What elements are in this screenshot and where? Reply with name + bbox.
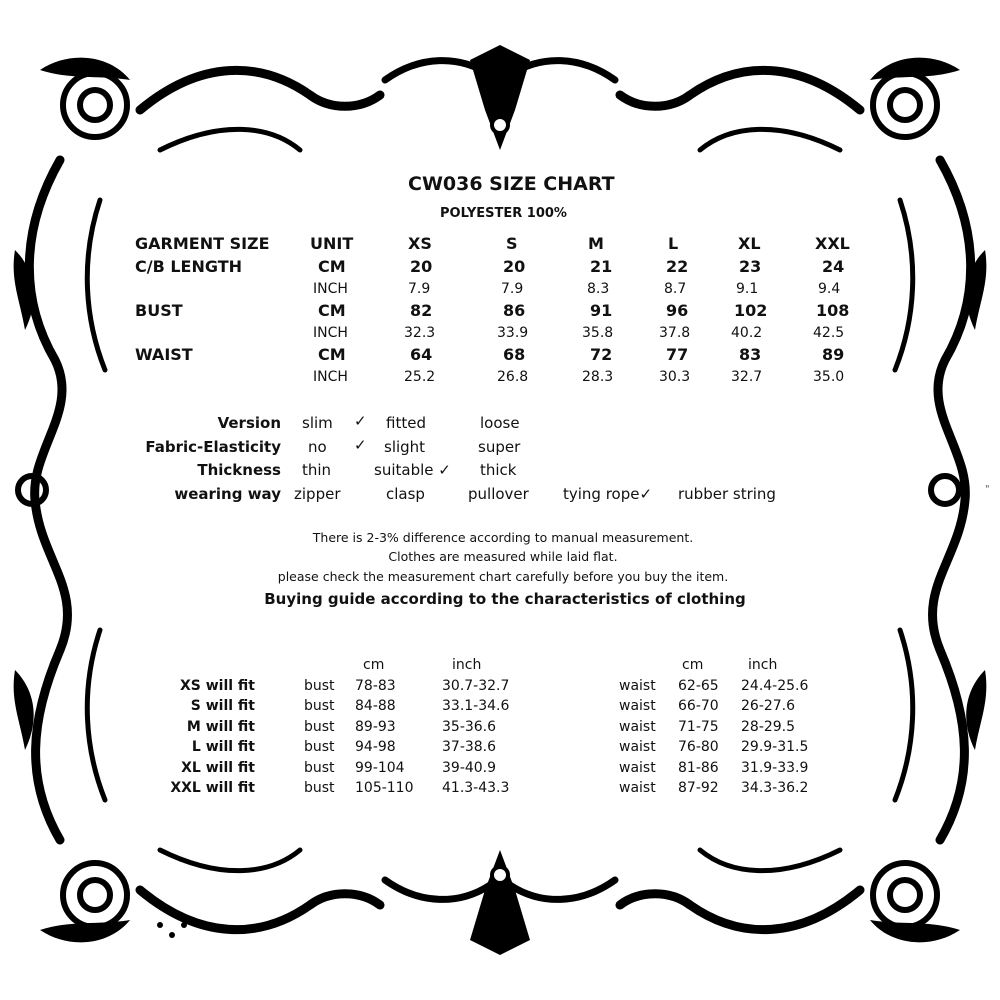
note-line: Clothes are measured while laid flat.: [388, 549, 618, 564]
row-label-waist: WAIST: [135, 345, 193, 364]
attr-option: thin: [302, 461, 332, 479]
guide-bust-label: bust: [304, 678, 335, 694]
value-cell: 86: [503, 301, 526, 320]
guide-value: 99-104: [355, 760, 405, 776]
guide-bust-label: bust: [304, 780, 335, 796]
value-cell: 24: [822, 257, 845, 276]
note-line: There is 2-3% difference according to manual measurement.: [312, 530, 694, 545]
stray-mark: ": [985, 484, 990, 495]
guide-value: 30.7-32.7: [442, 678, 510, 694]
value-cell: 9.1: [736, 281, 759, 297]
guide-value: 24.4-25.6: [741, 678, 809, 694]
guide-waist-label: waist: [619, 760, 656, 776]
header-size-xl: XL: [738, 234, 761, 253]
value-cell: 25.2: [404, 369, 436, 385]
value-cell: 30.3: [659, 369, 691, 385]
guide-value: 39-40.9: [442, 760, 497, 776]
guide-value: 29.9-31.5: [741, 739, 809, 755]
value-cell: 72: [590, 345, 613, 364]
attr-label-wearing-way: wearing way: [174, 485, 281, 503]
value-cell: 32.3: [404, 325, 436, 341]
value-cell: 7.9: [501, 281, 524, 297]
guide-value: 41.3-43.3: [442, 780, 510, 796]
guide-waist-label: waist: [619, 719, 656, 735]
guide-value: 87-92: [678, 780, 719, 796]
attr-label-version: Version: [217, 414, 281, 432]
unit-inch: INCH: [313, 281, 348, 297]
guide-bust-label: bust: [304, 739, 335, 755]
header-size-s: S: [506, 234, 518, 253]
unit-inch: INCH: [313, 325, 348, 341]
guide-size-label: M will fit: [186, 719, 255, 735]
value-cell: 8.3: [587, 281, 610, 297]
guide-waist-label: waist: [619, 739, 656, 755]
value-cell: 91: [590, 301, 613, 320]
guide-value: 66-70: [678, 698, 719, 714]
chart-title: CW036 SIZE CHART: [408, 173, 615, 195]
attr-option: zipper: [294, 485, 341, 503]
value-cell: 40.2: [731, 325, 763, 341]
attr-option: slight: [384, 438, 426, 456]
value-cell: 35.8: [582, 325, 614, 341]
guide-value: 71-75: [678, 719, 719, 735]
value-cell: 102: [734, 301, 768, 320]
value-cell: 33.9: [497, 325, 529, 341]
guide-value: 34.3-36.2: [741, 780, 809, 796]
value-cell: 82: [410, 301, 433, 320]
check-mark-icon: ✓: [354, 436, 367, 454]
value-cell: 68: [503, 345, 526, 364]
value-cell: 9.4: [818, 281, 841, 297]
value-cell: 89: [822, 345, 845, 364]
guide-value: 81-86: [678, 760, 719, 776]
guide-bust-label: bust: [304, 698, 335, 714]
guide-size-label: L will fit: [191, 739, 255, 755]
value-cell: 35.0: [813, 369, 845, 385]
attr-label-fabric-elasticity: Fabric-Elasticity: [145, 438, 281, 456]
attr-option-checked: tying rope✓: [563, 485, 653, 503]
guide-header-bust-inch: inch: [452, 657, 482, 673]
note-line: please check the measurement chart carefully before you buy the item.: [277, 569, 729, 584]
attr-option: thick: [480, 461, 517, 479]
value-cell: 20: [503, 257, 526, 276]
row-label-cb-length: C/B LENGTH: [135, 257, 243, 276]
guide-waist-label: waist: [619, 780, 656, 796]
value-cell: 21: [590, 257, 613, 276]
attr-option: super: [478, 438, 521, 456]
guide-size-label: S will fit: [190, 698, 255, 714]
guide-value: 35-36.6: [442, 719, 497, 735]
guide-header-waist-cm: cm: [682, 657, 704, 673]
attr-option: rubber string: [678, 485, 776, 503]
value-cell: 64: [410, 345, 433, 364]
guide-value: 37-38.6: [442, 739, 497, 755]
guide-waist-label: waist: [619, 698, 656, 714]
header-garment-size: GARMENT SIZE: [135, 234, 270, 253]
value-cell: 23: [739, 257, 762, 276]
guide-value: 33.1-34.6: [442, 698, 510, 714]
attr-option: clasp: [386, 485, 425, 503]
guide-bust-label: bust: [304, 760, 335, 776]
unit-cm: CM: [318, 257, 346, 276]
attr-option: slim: [302, 414, 333, 432]
guide-value: 62-65: [678, 678, 719, 694]
guide-value: 94-98: [355, 739, 396, 755]
attr-option: pullover: [468, 485, 529, 503]
unit-cm: CM: [318, 301, 346, 320]
value-cell: 77: [666, 345, 689, 364]
header-size-m: M: [588, 234, 604, 253]
header-size-xs: XS: [408, 234, 432, 253]
guide-value: 105-110: [355, 780, 414, 796]
value-cell: 83: [739, 345, 762, 364]
attr-label-thickness: Thickness: [197, 461, 281, 479]
guide-value: 84-88: [355, 698, 396, 714]
value-cell: 7.9: [408, 281, 431, 297]
value-cell: 108: [816, 301, 850, 320]
guide-value: 28-29.5: [741, 719, 796, 735]
material-subtitle: POLYESTER 100%: [440, 206, 567, 221]
value-cell: 96: [666, 301, 689, 320]
guide-bust-label: bust: [304, 719, 335, 735]
attr-option: no: [308, 438, 327, 456]
buying-guide-title: Buying guide according to the characteristics of clothing: [264, 590, 746, 608]
guide-header-bust-cm: cm: [363, 657, 385, 673]
value-cell: 20: [410, 257, 433, 276]
guide-size-label: XL will fit: [181, 760, 255, 776]
attr-option: fitted: [386, 414, 426, 432]
guide-value: 78-83: [355, 678, 396, 694]
guide-value: 76-80: [678, 739, 719, 755]
value-cell: 37.8: [659, 325, 691, 341]
guide-value: 26-27.6: [741, 698, 796, 714]
value-cell: 22: [666, 257, 689, 276]
guide-waist-label: waist: [619, 678, 656, 694]
row-label-bust: BUST: [135, 301, 183, 320]
value-cell: 32.7: [731, 369, 763, 385]
unit-inch: INCH: [313, 369, 348, 385]
attr-option-checked: suitable ✓: [374, 461, 451, 479]
value-cell: 26.8: [497, 369, 529, 385]
guide-value: 31.9-33.9: [741, 760, 809, 776]
attr-option: loose: [480, 414, 520, 432]
value-cell: 42.5: [813, 325, 845, 341]
value-cell: 28.3: [582, 369, 614, 385]
check-mark-icon: ✓: [354, 412, 367, 430]
guide-size-label: XXL will fit: [170, 780, 255, 796]
header-size-l: L: [668, 234, 679, 253]
header-size-xxl: XXL: [815, 234, 850, 253]
guide-size-label: XS will fit: [179, 678, 255, 694]
guide-value: 89-93: [355, 719, 396, 735]
guide-header-waist-inch: inch: [748, 657, 778, 673]
value-cell: 8.7: [664, 281, 687, 297]
unit-cm: CM: [318, 345, 346, 364]
header-unit: UNIT: [310, 234, 354, 253]
